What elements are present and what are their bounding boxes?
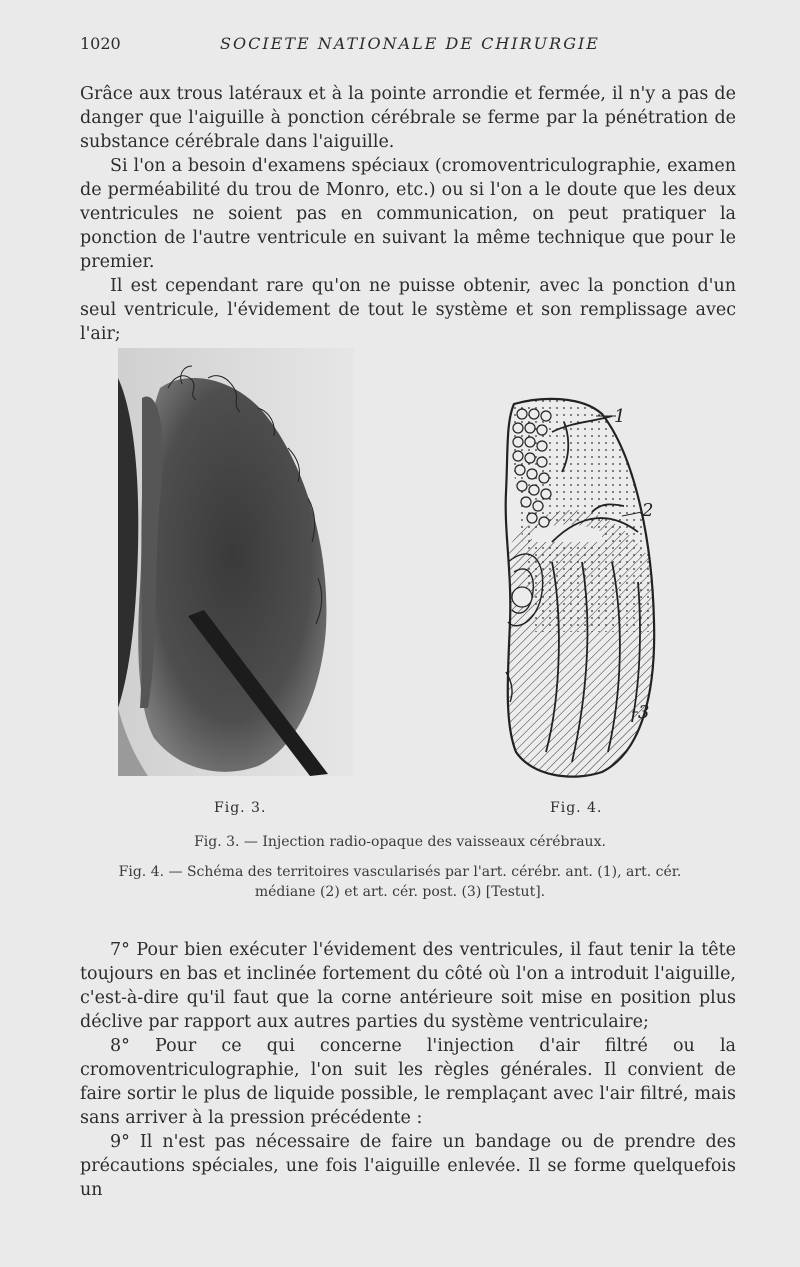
bottom-text (80, 938, 736, 1202)
paragraph-8: 8° Pour ce qui concerne l'injection d'air filtré ou la cromoventriculographie, l'on suit les règles générales. Il convient de faire sortir le plus de liquide possible, le remplaçant avec l'air filtré, mais sans arriver à la pression précédente : (80, 1036, 736, 1128)
paragraph-9: 9° Il n'est pas nécessaire de faire un bandage ou de prendre des précautions spéciales, une fois l'aiguille enlevée. Il se forme quelquefois un (80, 1132, 736, 1200)
caption-fig3: Fig. 3. — Injection radio-opaque des vaisseaux cérébraux. (194, 834, 606, 850)
caption-fig4: Fig. 4. — Schéma des territoires vascularisés par l'art. cérébr. ant. (1), art. cér. médiane (2) et art. cér. post. (3) [Testut]. (118, 864, 682, 900)
fig4-label: Fig. 4. (550, 800, 603, 816)
callout-1: 1 (614, 406, 626, 427)
paragraph-7: 7° Pour bien exécuter l'évidement des ventricules, il faut tenir la tête toujours en bas et inclinée fortement du côté où l'on a introduit l'aiguille, c'est-à-dire qu'il faut que la corne antérieure soit mise en position plus déclive par rapport aux autres parties du système ventriculaire; (80, 940, 736, 1032)
fig3-radiograph (118, 348, 354, 776)
page-header (80, 34, 740, 60)
paragraph-3: Il est cependant rare qu'on ne puisse obtenir, avec la ponction d'un seul ventricule, l'évidement de tout le système et son remplissage avec l'air; (80, 276, 736, 344)
fig4-schema (492, 392, 682, 784)
callout-2: 2 (642, 500, 654, 521)
top-text (80, 82, 736, 346)
paragraph-2: Si l'on a besoin d'examens spéciaux (cromoventriculographie, examen de perméabilité du trou de Monro, etc.) ou si l'on a le doute que les deux ventricules ne soient pas en communication, on peut pratiquer la ponction de l'autre ventricule en suivant la même technique que pour le premier. (80, 156, 736, 272)
running-title: SOCIETE NATIONALE DE CHIRURGIE (220, 34, 600, 53)
page-number: 1020 (80, 34, 121, 53)
paragraph-1: Grâce aux trous latéraux et à la pointe arrondie et fermée, il n'y a pas de danger que l'aiguille à ponction cérébrale se ferme par la pénétration de substance cérébrale dans l'aiguille. (80, 84, 736, 152)
callout-3: 3 (638, 702, 650, 723)
fig3-label: Fig. 3. (214, 800, 267, 816)
